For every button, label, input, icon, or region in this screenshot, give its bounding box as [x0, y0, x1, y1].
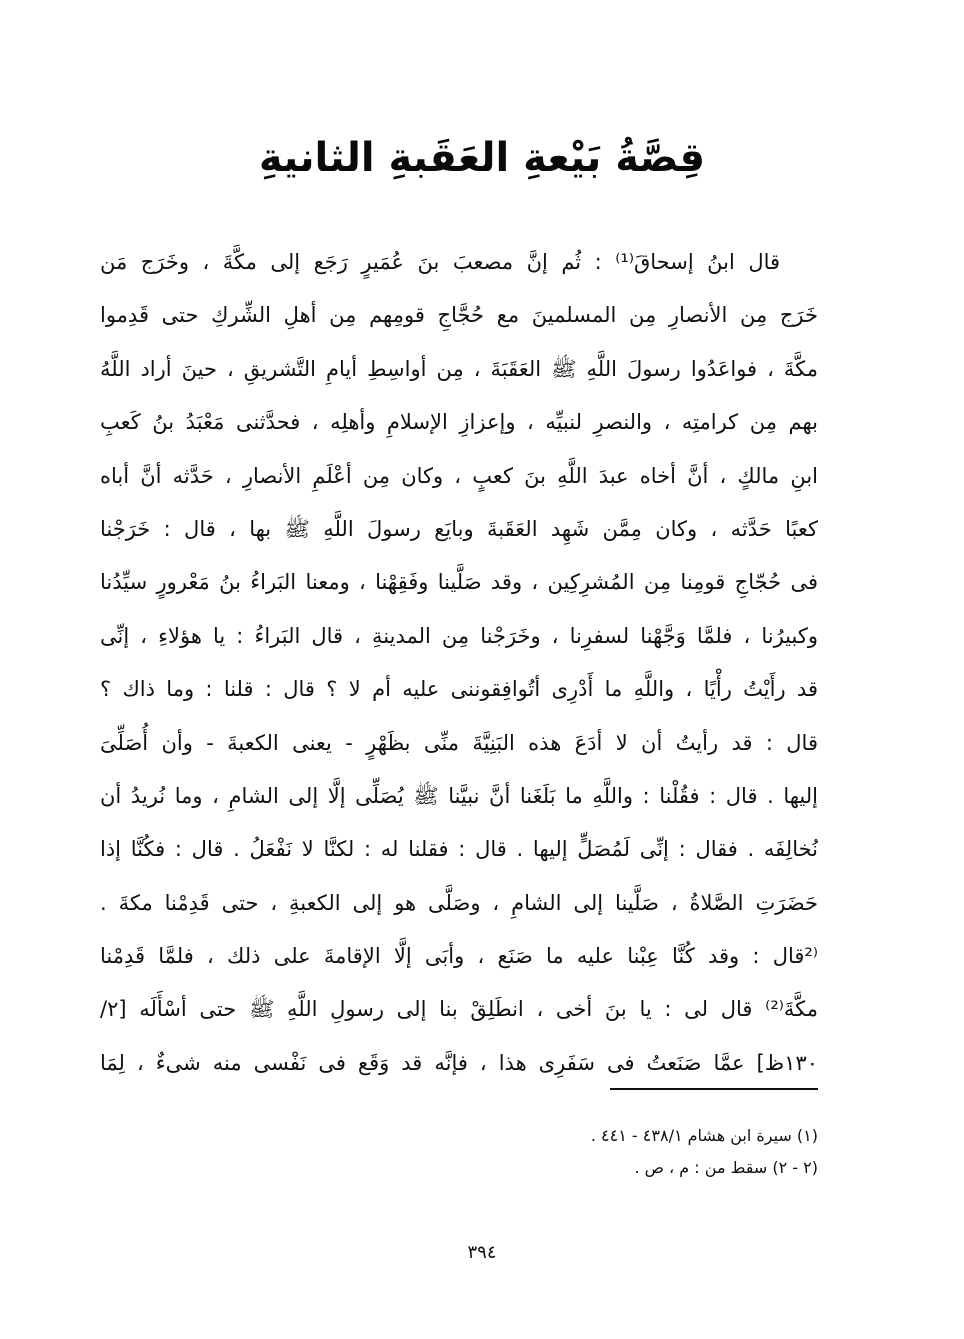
body-line: فى حُجّاجِ قومِنا مِن المُشرِكِين ، وقد صَلَّينا وفَقِهْنا ، ومعنا البَراءُ بنُ مَعْرورٍ سيِّدُنا [100, 570, 818, 595]
body-line: قال ابنُ إسحاقَ⁽¹⁾ : ثُم إنَّ مصعبَ بنَ عُمَيرٍ رَجَع إلى مكَّةَ ، وخَرَج مَن [100, 250, 781, 274]
page-number: ٣٩٤ [467, 1242, 497, 1263]
footnote: (١) سيرة ابن هشام ٤٣٨/١ - ٤٤١ . [590, 1126, 818, 1145]
body-line: بهم مِن كرامتِه ، والنصرِ لنبيِّه ، وإعزازِ الإسلامِ وأهلِه ، فحدَّثنى مَعْبَدُ بنُ كَعبِ [100, 410, 818, 435]
body-line: ابنِ مالكٍ ، أنَّ أخاه عبدَ اللَّهِ بنَ كعبٍ ، وكان مِن أعْلَمِ الأنصارِ ، حَدَّثه أنَّ أباه [100, 463, 818, 488]
body-line: حَضَرَتِ الصَّلاةُ ، صَلَّينا إلى الشامِ ، وصَلَّى هو إلى الكعبةِ ، حتى قَدِمْنا مكةَ . [100, 890, 818, 915]
body-line: كعبًا حَدَّثه ، وكان مِمَّن شَهِد العَقَبةَ وبايَع رسولَ اللَّهِ ﷺ بها ، قال : خَرَجْنا [100, 516, 818, 541]
body-line: ⁽²قال : وقد كُنَّا عِبْنا عليه ما صَنَع ، وأبَى إلَّا الإقامةَ على ذلك ، فلمَّا قَدِمْنا [100, 944, 818, 969]
body-text [100, 236, 818, 1090]
page-title: قِصَّةُ بَيْعةِ العَقَبةِ الثانيةِ [258, 135, 706, 181]
body-line: ١٣٠ظ] عمَّا صَنَعتُ فى سَفَرِى هذا ، فإنَّه قد وَقَع فى نَفْسى منه شىءٌ ، لِمَا [100, 1050, 818, 1075]
body-line: قد رأَيْتُ رأْيًا ، واللَّهِ ما أَدْرِى أتُوافِقوننى عليه أم لا ؟ قال : قلنا : وما ذاك ؟ [100, 677, 818, 702]
body-line: مكَّةَ ، فواعَدُوا رسولَ اللَّهِ ﷺ العَقَبَةَ ، مِن أواسِطِ أيامِ التَّشريقِ ، حينَ أراد اللَّهُ [100, 356, 818, 381]
body-line: خَرَج مِن الأنصارِ مِن المسلمينَ مع حُجَّاجِ قومِهم مِن أهلِ الشِّركِ حتى قَدِموا [100, 303, 818, 328]
body-line: إليها . قال : فقُلْنا : واللَّهِ ما بَلَغَنا أنَّ نبيَّنا ﷺ يُصَلِّى إلَّا إلى الشامِ ، وما نُريدُ أن [100, 783, 818, 808]
footnote: (٢ - ٢) سقط من : م ، ص . [634, 1158, 818, 1177]
body-line: وكبيرُنا ، فلمَّا وَجَّهْنا لسفرِنا ، وخَرَجْنا مِن المدينةِ ، قال البَراءُ : يا هؤلاءِ ، إنِّى [100, 623, 818, 648]
footnotes [400, 1120, 818, 1184]
body-line: مكَّةَ⁽²⁾ قال لى : يا بنَ أخى ، انطَلِقْ بنا إلى رسولِ اللَّهِ ﷺ حتى أسْأَلَه [٢/ [100, 997, 818, 1022]
footnote-separator [610, 1088, 818, 1090]
body-line: قال : قد رأيتُ أن لا أدَعَ هذه البَنِيَّةَ منِّى بظَهْرٍ - يعنى الكعبةَ - وأن أُصَلِّىَ [100, 730, 818, 755]
body-line: نُخالِفَه . فقال : إنِّى لَمُصَلٍّ إليها . قال : فقلنا له : لكنَّا لا نَفْعَلُ . قال : فكُنَّا إذا [100, 837, 818, 862]
